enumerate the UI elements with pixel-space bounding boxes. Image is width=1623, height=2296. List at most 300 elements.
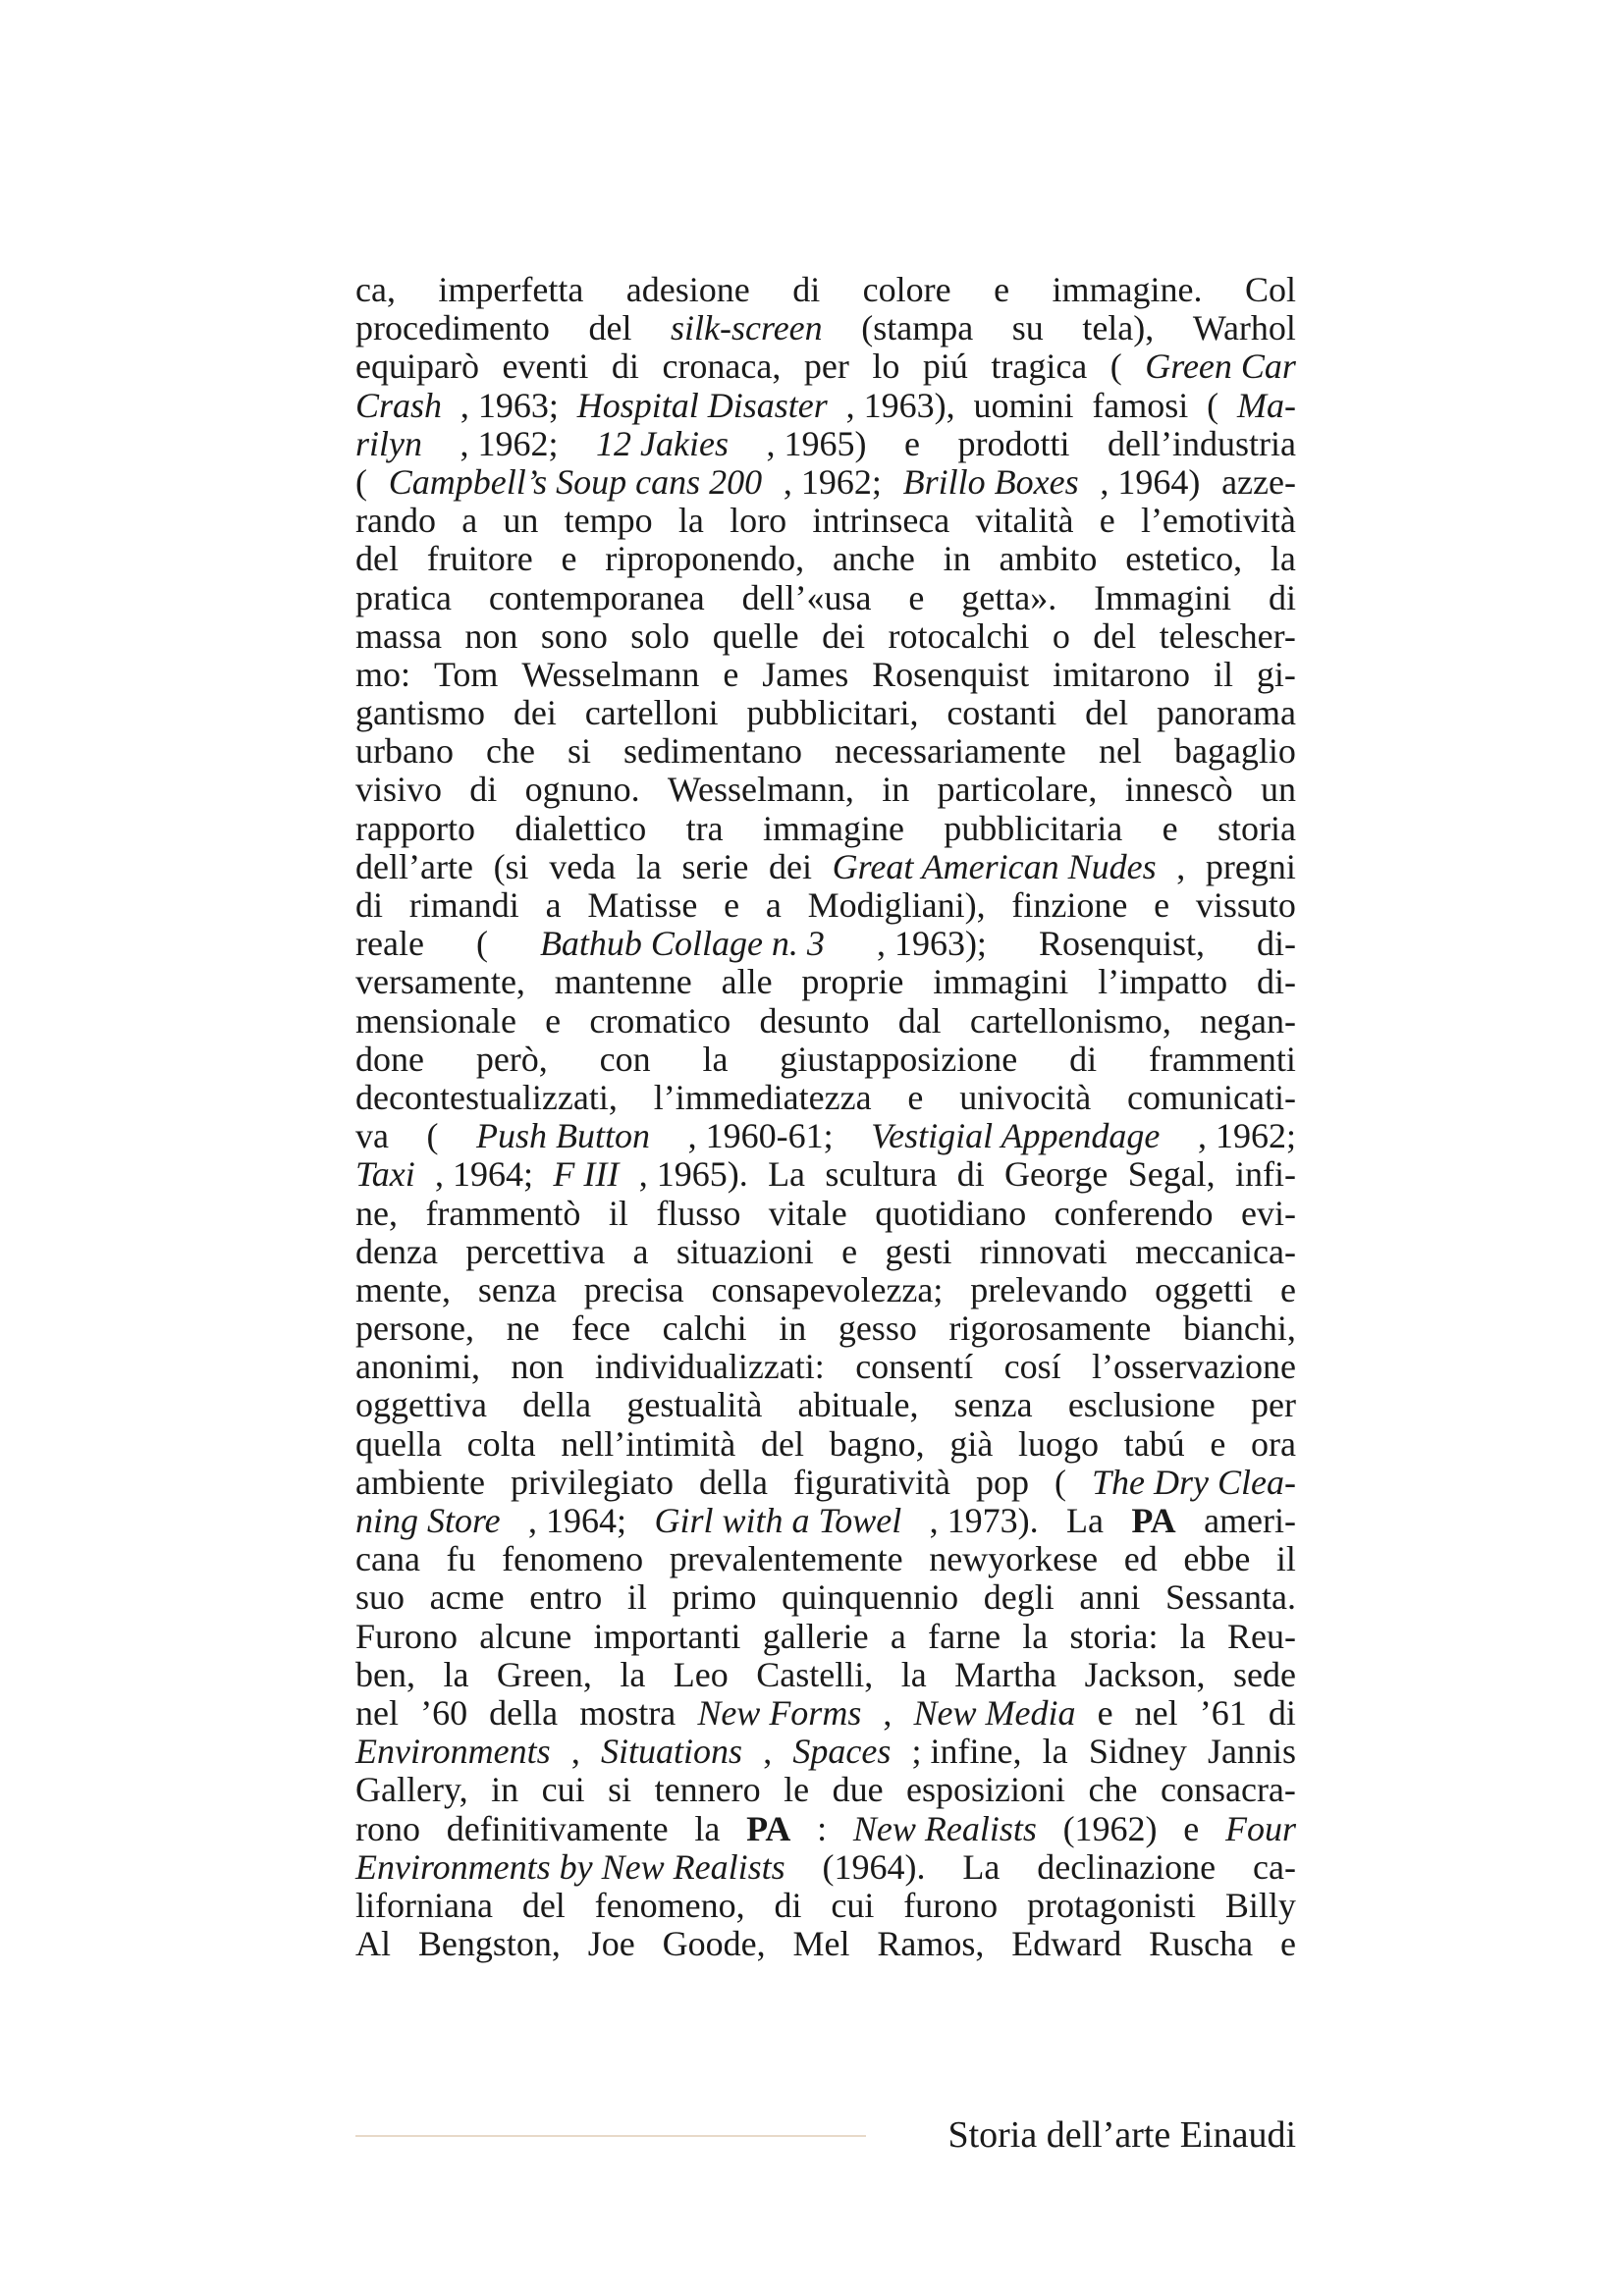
text-segment: equiparò xyxy=(355,347,479,387)
text-segment: e xyxy=(724,885,740,925)
text-segment: vitale xyxy=(768,1193,847,1233)
text-segment: Environments by New Realists xyxy=(355,1846,785,1887)
text-segment: ameri- xyxy=(1204,1501,1296,1540)
text-segment: ben, xyxy=(355,1654,415,1694)
text-segment: The Dry Clea- xyxy=(1092,1462,1296,1502)
text-segment: a xyxy=(632,1231,649,1271)
text-segment: sono xyxy=(540,615,608,656)
text-segment: Bathub Collage n. 3 xyxy=(539,924,825,964)
text-segment: del xyxy=(760,1423,804,1464)
text-segment: gi- xyxy=(1256,654,1296,694)
text-segment: , 1962; xyxy=(783,461,882,502)
text-segment: esclusione xyxy=(1067,1385,1216,1425)
text-segment: necessariamente xyxy=(835,731,1066,772)
text-segment: cosí xyxy=(1003,1347,1061,1387)
text-segment: ning Store xyxy=(355,1501,501,1540)
text-segment: (si xyxy=(493,846,529,886)
text-segment: Crash xyxy=(355,385,443,425)
text-segment: , xyxy=(763,1732,773,1772)
text-line xyxy=(355,463,1296,502)
text-segment: PA xyxy=(1131,1501,1176,1540)
text-segment: Goode, xyxy=(662,1924,766,1964)
text-segment: nel xyxy=(1134,1692,1178,1733)
text-segment: degli xyxy=(983,1577,1055,1618)
text-segment: ne, xyxy=(355,1193,398,1233)
text-segment: e xyxy=(841,1231,858,1271)
text-segment: cui xyxy=(831,1885,875,1925)
text-segment: storia: xyxy=(1069,1616,1159,1656)
text-segment: rapporto xyxy=(355,808,475,848)
text-segment: giustapposizione xyxy=(780,1039,1018,1079)
text-segment: e xyxy=(561,539,577,579)
text-segment: Leo xyxy=(673,1654,729,1694)
text-segment: l’impatto xyxy=(1098,962,1228,1002)
text-segment: la xyxy=(694,1808,721,1848)
text-segment: di- xyxy=(1256,962,1296,1002)
text-segment: solo xyxy=(630,615,690,656)
text-segment: di xyxy=(956,1154,985,1195)
text-segment: Sessanta. xyxy=(1165,1577,1296,1618)
text-segment: PA xyxy=(746,1808,791,1848)
text-segment: storia xyxy=(1217,808,1296,848)
text-segment: proprie xyxy=(801,962,904,1002)
text-segment: , 1964; xyxy=(528,1501,627,1540)
text-segment: persone, xyxy=(355,1308,474,1349)
text-segment: fruitore xyxy=(426,539,533,579)
text-line xyxy=(355,1464,1296,1502)
text-line xyxy=(355,1195,1296,1233)
text-line xyxy=(355,1386,1296,1424)
text-segment: veda xyxy=(549,846,617,886)
text-line xyxy=(355,1117,1296,1155)
text-segment: , 1964) xyxy=(1100,461,1201,502)
text-segment: cartelloni xyxy=(584,693,719,733)
text-segment: cromatico xyxy=(589,1000,731,1041)
text-segment: rilyn xyxy=(355,423,422,463)
text-segment: acme xyxy=(429,1577,505,1618)
text-segment: a xyxy=(545,885,562,925)
text-segment: va xyxy=(355,1116,389,1156)
text-segment: ; infine, xyxy=(911,1732,1022,1772)
text-segment: Reu- xyxy=(1227,1616,1296,1656)
text-segment: del xyxy=(588,308,632,348)
text-segment: , 1965) xyxy=(766,423,867,463)
text-segment: ( xyxy=(1055,1462,1066,1502)
text-segment: Modigliani), xyxy=(807,885,986,925)
text-segment: denza xyxy=(355,1231,438,1271)
text-segment: e xyxy=(1210,1423,1226,1464)
text-segment: a xyxy=(765,885,782,925)
text-segment: Joe xyxy=(587,1924,635,1964)
text-segment: e xyxy=(994,270,1010,309)
text-segment: fece xyxy=(571,1308,631,1349)
text-segment: della xyxy=(698,1462,768,1502)
text-segment: Great American Nudes xyxy=(832,846,1157,886)
text-segment: , xyxy=(1176,846,1186,886)
text-segment: e xyxy=(1154,885,1170,925)
text-segment: Tom xyxy=(433,654,499,694)
text-segment: Four xyxy=(1224,1808,1296,1848)
text-segment: procedimento xyxy=(355,308,550,348)
text-segment: Immagini xyxy=(1094,577,1232,617)
text-segment: prevalentemente xyxy=(669,1539,903,1579)
text-segment: pregni xyxy=(1205,846,1296,886)
text-segment: la xyxy=(635,846,662,886)
text-segment: rando xyxy=(355,501,436,541)
text-segment: fenomeno xyxy=(502,1539,644,1579)
text-segment: e xyxy=(1280,1269,1296,1309)
text-segment: George xyxy=(1004,1154,1109,1195)
text-segment: oggettiva xyxy=(355,1385,487,1425)
text-segment: Rosenquist xyxy=(872,654,1030,694)
text-segment: rigorosamente xyxy=(948,1308,1152,1349)
text-segment: getta». xyxy=(961,577,1057,617)
text-segment: a xyxy=(461,501,478,541)
text-segment: Spaces xyxy=(792,1732,892,1772)
text-segment: vitalità xyxy=(975,501,1074,541)
text-segment: dell’arte xyxy=(355,846,473,886)
text-segment: entro xyxy=(529,1577,603,1618)
text-segment: prodotti xyxy=(957,423,1070,463)
text-segment: pubblicitaria xyxy=(944,808,1123,848)
text-segment: in xyxy=(882,770,910,810)
text-segment: e xyxy=(907,1077,924,1117)
text-segment: New Media xyxy=(913,1692,1076,1733)
text-segment: nell’intimità xyxy=(561,1423,736,1464)
text-segment: , 1960-61; xyxy=(687,1116,834,1156)
text-segment: Billy xyxy=(1224,1885,1296,1925)
text-segment: importanti xyxy=(593,1616,741,1656)
text-segment: ca- xyxy=(1253,1846,1296,1887)
text-segment: New Forms xyxy=(697,1692,862,1733)
text-segment: serie xyxy=(681,846,749,886)
text-segment: percettiva xyxy=(465,1231,606,1271)
text-segment: si xyxy=(608,1770,632,1810)
text-segment: ( xyxy=(475,924,488,964)
text-segment: privilegiato xyxy=(510,1462,674,1502)
text-segment: fu xyxy=(446,1539,476,1579)
text-segment: di xyxy=(1268,1692,1296,1733)
text-line xyxy=(355,732,1296,771)
text-line xyxy=(355,1079,1296,1117)
text-segment: tabú xyxy=(1123,1423,1185,1464)
text-segment: consentí xyxy=(855,1347,974,1387)
text-segment: la xyxy=(1022,1616,1049,1656)
footer-rule xyxy=(355,2135,866,2137)
text-segment: Furono xyxy=(355,1616,459,1656)
text-segment: alle xyxy=(721,962,773,1002)
text-segment: liforniana xyxy=(355,1885,493,1925)
text-line xyxy=(355,1155,1296,1194)
text-segment: mostra xyxy=(579,1692,676,1733)
text-segment: tempo xyxy=(564,501,653,541)
text-segment: il xyxy=(608,1193,628,1233)
text-segment: prelevando xyxy=(970,1269,1128,1309)
text-segment: , 1963); xyxy=(876,924,987,964)
text-segment: comunicati- xyxy=(1127,1077,1296,1117)
text-segment: adesione xyxy=(625,270,750,309)
text-segment: di xyxy=(469,770,498,810)
text-segment: newyorkese xyxy=(929,1539,1099,1579)
text-segment: panorama xyxy=(1157,693,1296,733)
text-segment: Al xyxy=(355,1924,391,1964)
text-segment: vissuto xyxy=(1195,885,1296,925)
text-segment: bianchi, xyxy=(1182,1308,1296,1349)
text-segment: e xyxy=(908,577,925,617)
text-segment: versamente, xyxy=(355,962,525,1002)
text-segment: figuratività xyxy=(792,1462,950,1502)
text-segment: done xyxy=(355,1039,424,1079)
text-segment: La xyxy=(768,1154,806,1195)
text-line xyxy=(355,1425,1296,1464)
text-segment: e xyxy=(1162,808,1178,848)
text-segment: Jannis xyxy=(1208,1732,1296,1772)
text-segment: Edward xyxy=(1011,1924,1122,1964)
text-line xyxy=(355,1540,1296,1578)
text-segment: Martha xyxy=(954,1654,1057,1694)
text-segment: di xyxy=(355,885,384,925)
text-segment: estetico, xyxy=(1125,539,1243,579)
text-segment: del xyxy=(1093,615,1137,656)
text-segment: declinazione xyxy=(1037,1846,1217,1887)
text-segment: , 1965). xyxy=(638,1154,748,1195)
text-segment: New Realists xyxy=(852,1808,1037,1848)
text-segment: il xyxy=(626,1577,647,1618)
text-segment: ca, xyxy=(355,270,396,309)
text-line xyxy=(355,925,1296,963)
text-segment: Ruscha xyxy=(1149,1924,1254,1964)
text-segment: Matisse xyxy=(587,885,698,925)
text-line xyxy=(355,694,1296,732)
text-segment: reale xyxy=(355,924,424,964)
text-segment: dei xyxy=(513,693,557,733)
footer-title: Storia dell’arte Einaudi xyxy=(947,2114,1296,2156)
text-segment: senza xyxy=(953,1385,1033,1425)
text-line xyxy=(355,1733,1296,1771)
text-segment: Warhol xyxy=(1192,308,1296,348)
text-segment: rinnovati xyxy=(979,1231,1108,1271)
text-segment: gantismo xyxy=(355,693,485,733)
text-segment: e xyxy=(723,654,739,694)
text-segment: , 1962; xyxy=(460,423,559,463)
text-segment: Ma- xyxy=(1236,385,1296,425)
text-segment: (1962) xyxy=(1062,1808,1158,1848)
text-segment: loro xyxy=(730,501,787,541)
text-line xyxy=(355,425,1296,463)
text-segment: Wesselmann xyxy=(521,654,700,694)
text-segment: , 1963; xyxy=(460,385,559,425)
text-segment: mantenne xyxy=(554,962,692,1002)
text-segment: con xyxy=(599,1039,651,1079)
text-segment: non xyxy=(464,615,518,656)
text-segment: scultura xyxy=(825,1154,938,1195)
text-segment: tela), xyxy=(1082,308,1155,348)
text-line xyxy=(355,347,1296,386)
text-line xyxy=(355,271,1296,309)
text-line xyxy=(355,1694,1296,1733)
text-segment: tragica xyxy=(991,347,1088,387)
text-segment: lo xyxy=(872,347,900,387)
text-segment: silk-screen xyxy=(671,308,823,348)
text-segment: il xyxy=(1275,1539,1296,1579)
text-segment: e xyxy=(1097,1692,1113,1733)
text-line xyxy=(355,810,1296,848)
text-segment: Bengston, xyxy=(417,1924,561,1964)
text-segment: immagine xyxy=(762,808,904,848)
text-segment: mo: xyxy=(355,654,411,694)
text-segment: la xyxy=(1270,539,1296,579)
text-line xyxy=(355,579,1296,617)
text-segment: non xyxy=(511,1347,565,1387)
text-segment: , 1973). xyxy=(929,1501,1039,1540)
text-segment: e xyxy=(545,1000,562,1041)
text-segment: dei xyxy=(769,846,813,886)
text-segment: la xyxy=(900,1654,927,1694)
text-segment: pubblicitari, xyxy=(746,693,919,733)
text-segment: frammenti xyxy=(1148,1039,1296,1079)
text-segment: consacra- xyxy=(1161,1770,1296,1810)
text-segment: oggetti xyxy=(1155,1269,1254,1309)
text-segment: della xyxy=(522,1385,592,1425)
text-segment: sede xyxy=(1233,1654,1296,1694)
text-segment: la xyxy=(702,1039,729,1079)
text-segment: l’osservazione xyxy=(1092,1347,1296,1387)
text-segment: fenomeno, xyxy=(594,1885,745,1925)
text-segment: ’61 xyxy=(1199,1692,1247,1733)
text-segment: innescò xyxy=(1124,770,1233,810)
text-segment: Mel xyxy=(792,1924,850,1964)
text-segment: farne xyxy=(928,1616,1001,1656)
text-segment: piú xyxy=(922,347,968,387)
text-segment: senza xyxy=(477,1269,557,1309)
text-segment: due xyxy=(832,1770,884,1810)
text-segment: gallerie xyxy=(762,1616,869,1656)
text-segment: di xyxy=(792,270,821,309)
text-segment: del xyxy=(355,539,399,579)
text-line xyxy=(355,1810,1296,1848)
page-footer xyxy=(355,2106,1296,2164)
text-segment: univocità xyxy=(959,1077,1092,1117)
text-segment: imitarono xyxy=(1053,654,1191,694)
text-segment: cronaca, xyxy=(662,347,782,387)
text-line xyxy=(355,1041,1296,1079)
text-segment: rotocalchi xyxy=(888,615,1030,656)
text-segment: però, xyxy=(475,1039,548,1079)
text-segment: di xyxy=(1268,577,1296,617)
text-segment: la xyxy=(1042,1732,1068,1772)
text-segment: colore xyxy=(862,270,951,309)
text-segment: si xyxy=(568,731,592,772)
text-line xyxy=(355,963,1296,1001)
text-segment: anonimi, xyxy=(355,1347,480,1387)
text-segment: Green, xyxy=(496,1654,592,1694)
body-text xyxy=(355,271,1296,1963)
text-segment: , 1964; xyxy=(435,1154,534,1195)
text-segment: Castelli, xyxy=(756,1654,874,1694)
text-line xyxy=(355,1578,1296,1617)
text-line xyxy=(355,387,1296,425)
text-segment: Rosenquist, xyxy=(1038,924,1205,964)
text-segment: ed xyxy=(1123,1539,1158,1579)
text-segment: ’60 xyxy=(420,1692,468,1733)
text-segment: l’immediatezza xyxy=(653,1077,872,1117)
text-segment: la xyxy=(620,1654,646,1694)
text-segment: per xyxy=(1250,1385,1296,1425)
text-segment: ambito xyxy=(999,539,1098,579)
text-segment: pop xyxy=(975,1462,1029,1502)
text-segment: di xyxy=(774,1885,802,1925)
text-segment: (1964). xyxy=(822,1846,926,1887)
text-segment: urbano xyxy=(355,731,454,772)
text-segment: telescher- xyxy=(1159,615,1296,656)
text-segment: sedimentano xyxy=(623,731,802,772)
text-segment: Green Car xyxy=(1145,347,1296,387)
text-segment: primo xyxy=(672,1577,757,1618)
text-segment: nel xyxy=(1098,731,1142,772)
text-segment: un xyxy=(1260,770,1296,810)
text-segment: F III xyxy=(553,1154,620,1195)
text-segment: 12 Jakies xyxy=(596,423,729,463)
text-segment: ognuno. xyxy=(524,770,640,810)
text-segment: cartellonismo, xyxy=(969,1000,1171,1041)
text-line xyxy=(355,1848,1296,1887)
text-segment: ( xyxy=(1109,347,1122,387)
text-line xyxy=(355,1309,1296,1348)
text-segment: esposizioni xyxy=(906,1770,1066,1810)
text-segment: , xyxy=(570,1732,580,1772)
text-segment: contemporanea xyxy=(488,577,705,617)
text-segment: La xyxy=(962,1846,1001,1887)
text-segment: la xyxy=(1179,1616,1206,1656)
text-line xyxy=(355,848,1296,886)
text-segment: individualizzati: xyxy=(594,1347,825,1387)
text-segment: ambiente xyxy=(355,1462,485,1502)
text-segment: e xyxy=(1279,1924,1296,1964)
text-segment: e xyxy=(1099,501,1115,541)
text-segment: conferendo xyxy=(1054,1193,1214,1233)
text-segment: su xyxy=(1011,308,1044,348)
text-segment: , 1963), xyxy=(845,385,955,425)
text-segment: Hospital Disaster xyxy=(576,385,828,425)
text-segment: desunto xyxy=(759,1000,870,1041)
text-segment: infi- xyxy=(1235,1154,1296,1195)
text-segment: tennero xyxy=(654,1770,761,1810)
text-segment: che xyxy=(486,731,535,772)
text-segment: in xyxy=(491,1770,519,1810)
text-segment: quotidiano xyxy=(875,1193,1027,1233)
text-segment: decontestualizzati, xyxy=(355,1077,618,1117)
text-segment: ( xyxy=(1207,385,1219,425)
text-segment: a xyxy=(890,1616,906,1656)
text-segment: , xyxy=(883,1692,893,1733)
text-segment: che xyxy=(1088,1770,1138,1810)
text-segment: un xyxy=(503,501,539,541)
text-segment: Environments xyxy=(355,1732,551,1772)
text-segment: meccanica- xyxy=(1135,1231,1296,1271)
text-segment: dell’«usa xyxy=(741,577,872,617)
text-segment: , 1962; xyxy=(1197,1116,1296,1156)
text-segment: Campbell’s Soup cans 200 xyxy=(388,461,763,502)
text-segment: intrinseca xyxy=(812,501,950,541)
text-segment: calchi xyxy=(662,1308,747,1349)
text-segment: ora xyxy=(1251,1423,1296,1464)
text-segment: di- xyxy=(1256,924,1296,964)
text-segment: situazioni xyxy=(676,1231,814,1271)
text-segment: evi- xyxy=(1241,1193,1296,1233)
text-segment: Segal, xyxy=(1127,1154,1216,1195)
text-segment: di xyxy=(611,347,639,387)
text-segment: definitivamente xyxy=(446,1808,669,1848)
